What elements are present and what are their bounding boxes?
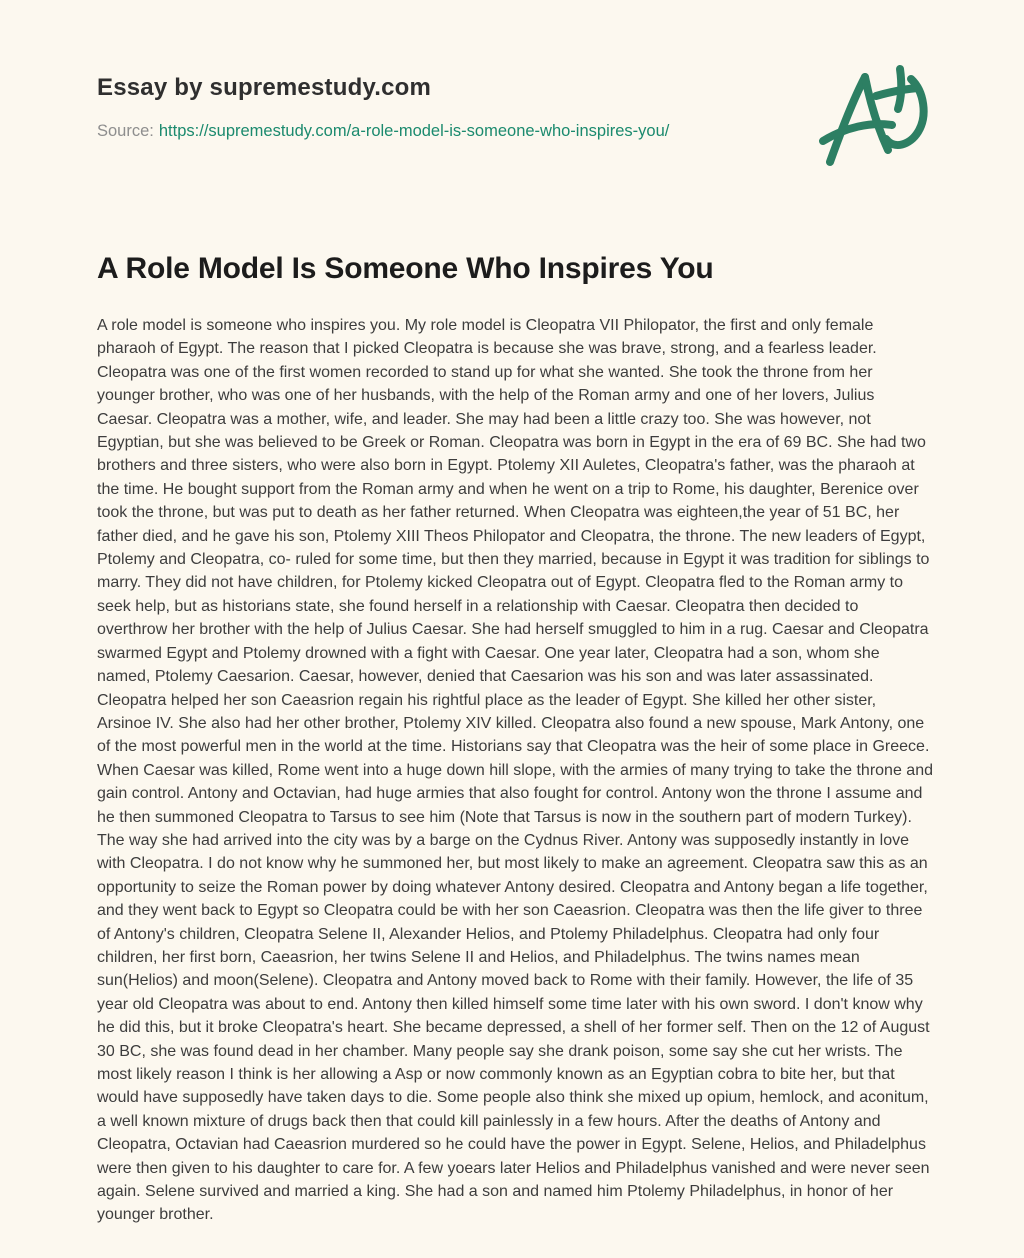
source-label: Source:	[97, 122, 154, 140]
site-title: Essay by supremestudy.com	[97, 74, 432, 101]
a-plus-logo-icon	[818, 62, 930, 170]
source-line	[97, 122, 669, 141]
source-link[interactable]: https://supremestudy.com/a-role-model-is-someone-who-inspires-you/	[158, 122, 670, 140]
essay-body: A role model is someone who inspires you. My role model is Cleopatra VII Philopator, the first and only female pharaoh of Egypt. The reason that I picked Cleopatra is because she was brave, strong, and a fearless leader. Cleopatra was one of the first women recorded to stand up for what she wanted. She took the throne from her younger brother, who was one of her husbands, with the help of the Roman army and one of her lovers, Julius Caesar. Cleopatra was a mother, wife, and leader. She may had been a little crazy too. She was however, not Egyptian, but she was believed to be Greek or Roman. Cleopatra was born in Egypt in the era of 69 BC. She had two brothers and three sisters, who were also born in Egypt. Ptolemy XII Auletes, Cleopatra's father, was the pharaoh at the time. He bought support from the Roman army and when he went on a trip to Rome, his daughter, Berenice over took the throne, but was put to death as her father returned. When Cleopatra was eighteen,the year of 51 BC, her father died, and he gave his son, Ptolemy XIII Theos Philopator and Cleopatra, the throne. The new leaders of Egypt, Ptolemy and Cleopatra, co- ruled for some time, but then they married, because in Egypt it was tradition for siblings to marry. They did not have children, for Ptolemy kicked Cleopatra out of Egypt. Cleopatra fled to the Roman army to seek help, but as historians state, she found herself in a relationship with Caesar. Cleopatra then decided to overthrow her brother with the help of Julius Caesar. She had herself smuggled to him in a rug. Caesar and Cleopatra swarmed Egypt and Ptolemy drowned with a fight with Caesar. One year later, Cleopatra had a son, whom she named, Ptolemy Caesarion. Caesar, however, denied that Caesarion was his son and was later assassinated. Cleopatra helped her son Caeasrion regain his rightful place as the leader of Egypt. She killed her other sister, Arsinoe IV. She also had her other brother, Ptolemy XIV killed. Cleopatra also found a new spouse, Mark Antony, one of the most powerful men in the world at the time. Historians say that Cleopatra was the heir of some place in Greece. When Caesar was killed, Rome went into a huge down hill slope, with the armies of many trying to take the throne and gain control. Antony and Octavian, had huge armies that also fought for control. Antony won the throne I assume and he then summoned Cleopatra to Tarsus to see him (Note that Tarsus is now in the southern part of modern Turkey). The way she had arrived into the city was by a barge on the Cydnus River. Antony was supposedly instantly in love with Cleopatra. I do not know why he summoned her, but most likely to make an agreement. Cleopatra saw this as an opportunity to seize the Roman power by doing whatever Antony desired. Cleopatra and Antony began a life together, and they went back to Egypt so Cleopatra could be with her son Caeasrion. Cleopatra was then the life giver to three of Antony's children, Cleopatra Selene II, Alexander Helios, and Ptolemy Philadelphus. Cleopatra had only four children, her first born, Caeasrion, her twins Selene II and Helios, and Philadelphus. The twins names mean sun(Helios) and moon(Selene). Cleopatra and Antony moved back to Rome with their family. However, the life of 35 year old Cleopatra was about to end. Antony then killed himself some time later with his own sword. I don't know why he did this, but it broke Cleopatra's heart. She became depressed, a shell of her former self. Then on the 12 of August 30 BC, she was found dead in her chamber. Many people say she drank poison, some say she cut her wrists. The most likely reason I think is her allowing a Asp or now commonly known as an Egyptian cobra to bite her, but that would have supposedly have taken days to die. Some people also think she mixed up opium, hemlock, and aconitum, a well known mixture of drugs back then that could kill painlessly in a few hours. After the deaths of Antony and Cleopatra, Octavian had Caeasrion murdered so he could have the power in Egypt. Selene, Helios, and Philadelphus were then given to his daughter to care for. A few yoears later Helios and Philadelphus vanished and were never seen again. Selene survived and married a king. She had a son and named him Ptolemy Philadelphus, in honor of her younger brother.	[97, 317, 933, 1224]
essay-title: A Role Model Is Someone Who Inspires You	[97, 252, 714, 285]
